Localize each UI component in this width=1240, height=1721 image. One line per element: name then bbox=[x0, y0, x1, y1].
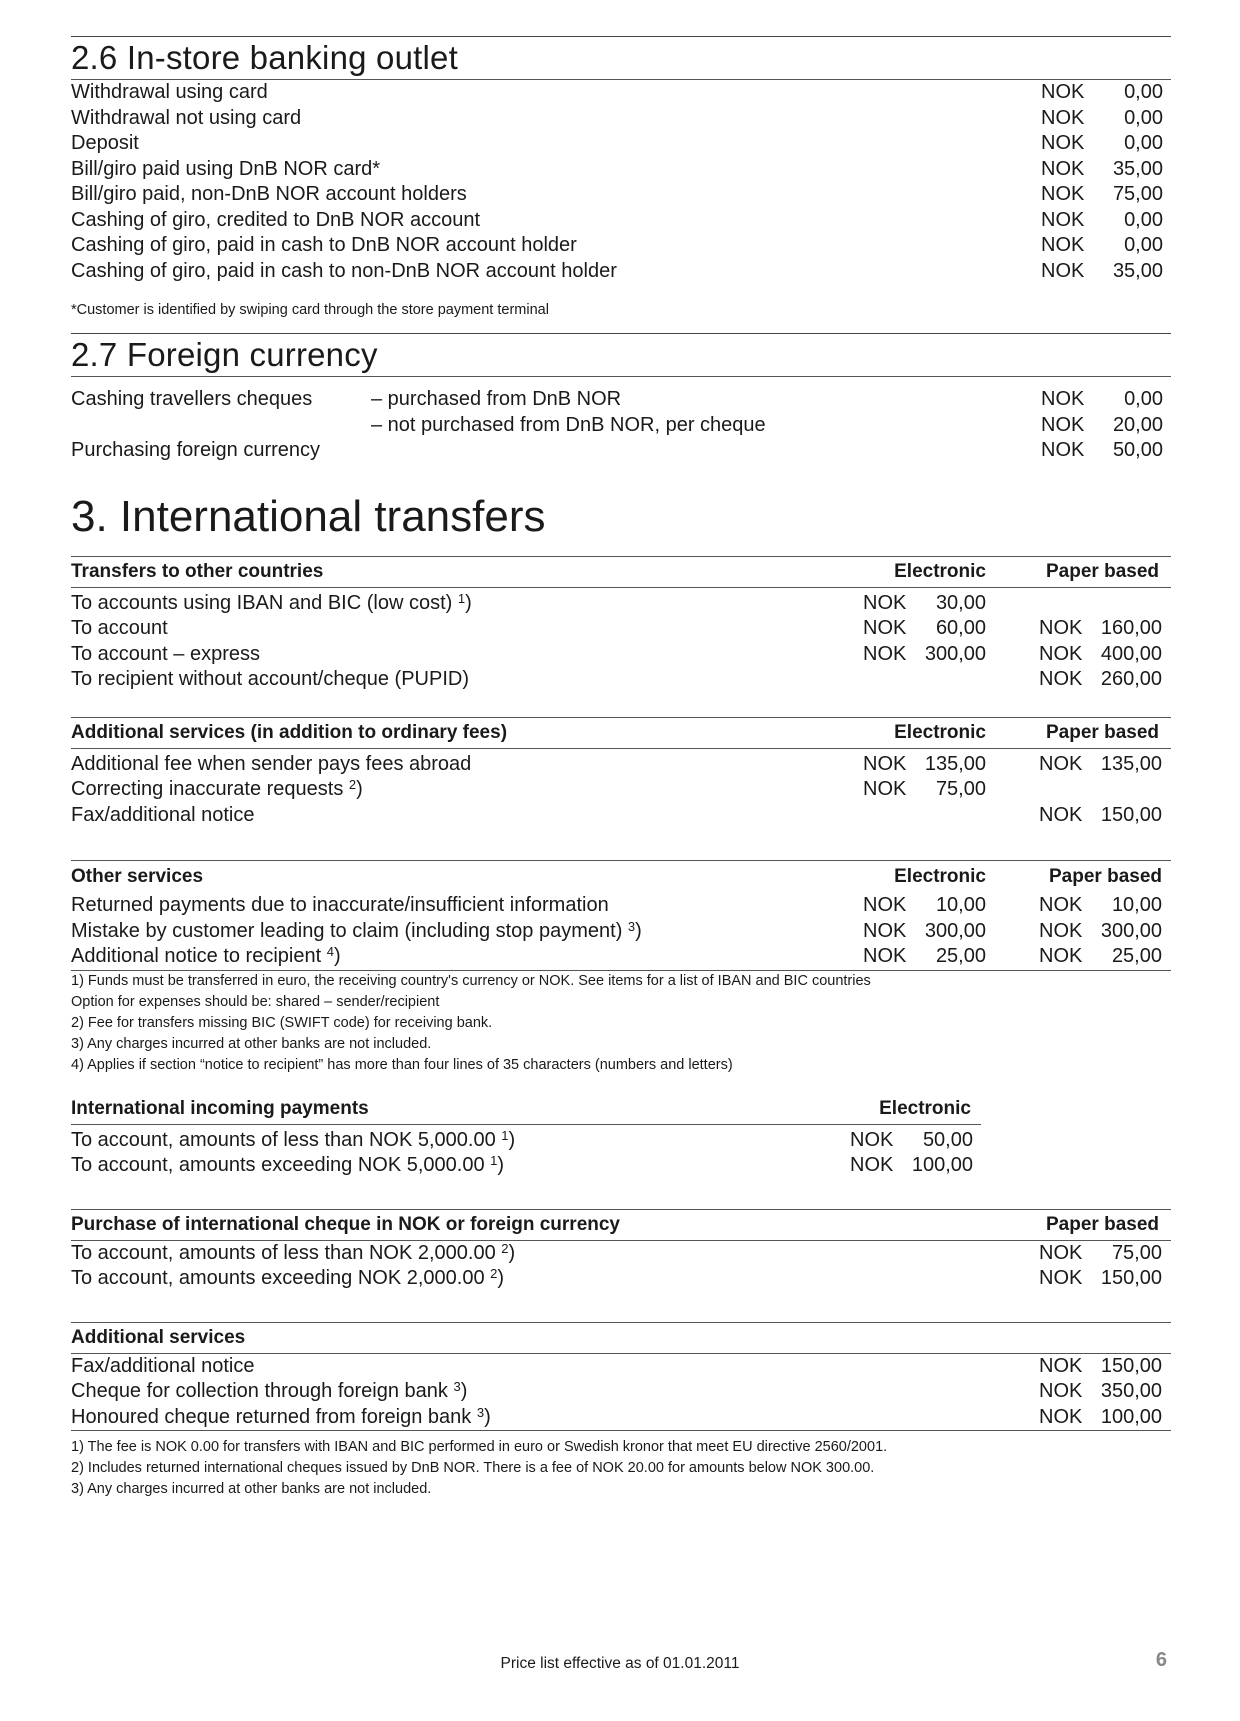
table-title: Other services bbox=[71, 866, 204, 887]
amount: 150,00 bbox=[1100, 1267, 1162, 1289]
paper-cell bbox=[986, 752, 1171, 778]
row-label-text: Mistake by customer leading to claim (including stop payment) bbox=[71, 919, 623, 942]
electronic-cell bbox=[838, 1128, 981, 1154]
fee-label: Purchasing foreign currency bbox=[71, 439, 321, 461]
table-row bbox=[71, 591, 1171, 617]
electronic-cell bbox=[851, 667, 986, 693]
amount: 75,00 bbox=[935, 778, 986, 800]
amount: 75,00 bbox=[1112, 183, 1163, 205]
fee-sublabel: – purchased from DnB NOR bbox=[371, 388, 622, 410]
currency: NOK bbox=[850, 1154, 894, 1176]
table-row bbox=[71, 667, 1171, 693]
foreign-currency-list bbox=[71, 387, 1171, 464]
amount bbox=[1084, 777, 1162, 803]
fee-row bbox=[71, 80, 1163, 106]
amount: 0,00 bbox=[1124, 132, 1163, 154]
amount: 350,00 bbox=[1100, 1380, 1162, 1402]
row-label: Fax/additional notice bbox=[71, 803, 255, 826]
fee-label: Withdrawal not using card bbox=[71, 106, 302, 129]
paper-cell bbox=[986, 919, 1171, 945]
column-electronic: Electronic bbox=[879, 1097, 971, 1119]
additional-services-table bbox=[71, 752, 1171, 829]
column-paper: Paper based bbox=[1046, 560, 1159, 582]
row-label: Cheque for collection through foreign bank $^3$) bbox=[71, 1379, 468, 1402]
table-header bbox=[71, 718, 1171, 748]
fee-row bbox=[71, 208, 1163, 234]
electronic-cell bbox=[851, 777, 986, 803]
footnote-ref: 1 bbox=[501, 1127, 509, 1143]
row-label-text: To account, amounts of less than NOK 5,000.00 bbox=[71, 1128, 496, 1151]
currency: NOK bbox=[1041, 439, 1085, 461]
fee-label: Withdrawal using card bbox=[71, 81, 268, 103]
paper-cell bbox=[986, 944, 1171, 970]
fee-row bbox=[71, 182, 1163, 208]
currency: NOK bbox=[1039, 642, 1083, 665]
table-row bbox=[71, 1266, 1171, 1292]
table-row bbox=[71, 1241, 1171, 1267]
cheque-purchase-table bbox=[71, 1241, 1171, 1292]
amount: 135,00 bbox=[1100, 752, 1162, 775]
electronic-cell bbox=[851, 803, 986, 829]
paper-cell bbox=[986, 667, 1171, 693]
fee-row bbox=[71, 413, 1163, 439]
fee-label: Deposit bbox=[71, 132, 139, 154]
footnote-ref: 1 bbox=[457, 590, 466, 606]
currency: NOK bbox=[1041, 208, 1085, 231]
footnote: 2) Includes returned international cheques issued by DnB NOR. There is a fee of NOK 20.00 for amounts below NOK 300.00. bbox=[71, 1460, 875, 1476]
table-row bbox=[71, 1354, 1171, 1380]
footnote-ref: 2 bbox=[501, 1240, 509, 1256]
paper-cell bbox=[986, 1405, 1171, 1431]
footnotes bbox=[71, 1437, 1171, 1500]
fee-label: Cashing of giro, paid in cash to DnB NOR account holder bbox=[71, 234, 577, 256]
paper-cell bbox=[986, 1354, 1171, 1380]
amount bbox=[908, 803, 986, 829]
currency: NOK bbox=[863, 894, 907, 916]
table-title: Purchase of international cheque in NOK or foreign currency bbox=[71, 1213, 620, 1235]
currency: NOK bbox=[1039, 1241, 1083, 1264]
electronic-cell bbox=[851, 944, 986, 970]
section-divider bbox=[71, 376, 1171, 377]
row-label: Mistake by customer leading to claim (including stop payment) $^3$) bbox=[71, 918, 642, 942]
page-footer: Price list effective as of 01.01.2011 bbox=[500, 1655, 740, 1672]
footnote: *Customer is identified by swiping card through the store payment terminal bbox=[71, 302, 549, 318]
table-row bbox=[71, 919, 1171, 945]
table-rule bbox=[71, 1430, 1171, 1431]
currency: NOK bbox=[1041, 388, 1085, 410]
currency: NOK bbox=[1039, 894, 1083, 916]
currency: NOK bbox=[1039, 668, 1083, 690]
fee-label: Bill/giro paid using DnB NOR card* bbox=[71, 157, 381, 180]
currency: NOK bbox=[1041, 413, 1085, 436]
row-label: Correcting inaccurate requests $^2$) bbox=[71, 777, 363, 800]
currency: NOK bbox=[1039, 803, 1083, 826]
column-paper: Paper based bbox=[1046, 721, 1159, 743]
amount: 30,00 bbox=[935, 591, 986, 614]
row-label: Returned payments due to inaccurate/insufficient information bbox=[71, 894, 609, 916]
fee-sublabel bbox=[371, 438, 1041, 464]
table-row bbox=[71, 1379, 1171, 1405]
currency: NOK bbox=[1039, 617, 1083, 639]
row-label-text: To account, amounts exceeding NOK 5,000.00 bbox=[71, 1154, 485, 1176]
table-row bbox=[71, 944, 1171, 970]
table-row bbox=[71, 752, 1171, 778]
currency: NOK bbox=[1041, 132, 1085, 154]
currency: NOK bbox=[1041, 157, 1085, 180]
amount: 0,00 bbox=[1124, 106, 1163, 129]
currency: NOK bbox=[1039, 945, 1083, 967]
electronic-cell bbox=[838, 1153, 981, 1179]
table-header bbox=[71, 1210, 1171, 1240]
currency: NOK bbox=[863, 752, 907, 775]
paper-cell bbox=[986, 642, 1171, 668]
table-row bbox=[71, 803, 1171, 829]
footnote: 2) Fee for transfers missing BIC (SWIFT code) for receiving bank. bbox=[71, 1014, 493, 1031]
fee-row bbox=[71, 387, 1163, 413]
currency: NOK bbox=[1041, 183, 1085, 205]
amount: 25,00 bbox=[1111, 945, 1162, 967]
footnote: 4) Applies if section “notice to recipient” has more than four lines of 35 characters (numbers and letters) bbox=[71, 1056, 733, 1073]
fee-label: Cashing travellers cheques bbox=[71, 388, 313, 410]
electronic-cell bbox=[851, 616, 986, 642]
amount: 25,00 bbox=[935, 945, 986, 967]
amount: 0,00 bbox=[1124, 234, 1163, 256]
row-label: To account – express bbox=[71, 642, 260, 665]
currency: NOK bbox=[1041, 106, 1085, 129]
fee-row bbox=[71, 131, 1163, 157]
fee-row bbox=[71, 233, 1163, 259]
row-label: To account, amounts of less than NOK 2,000.00 $^2$) bbox=[71, 1240, 516, 1264]
transfers-table bbox=[71, 591, 1171, 693]
table-row bbox=[71, 616, 1171, 642]
row-label: Fax/additional notice bbox=[71, 1354, 255, 1377]
amount: 50,00 bbox=[1112, 439, 1163, 461]
amount: 135,00 bbox=[924, 752, 986, 775]
currency: NOK bbox=[1039, 1380, 1083, 1402]
row-label: To account, amounts exceeding NOK 5,000.00 $^1$) bbox=[71, 1153, 505, 1176]
electronic-cell bbox=[851, 919, 986, 945]
footnote-ref: 4 bbox=[326, 944, 334, 959]
currency: NOK bbox=[863, 642, 907, 665]
footnote-ref: 1 bbox=[490, 1153, 498, 1168]
fee-row bbox=[71, 438, 1163, 464]
currency: NOK bbox=[863, 778, 907, 800]
row-label: Honoured cheque returned from foreign bank $^3$) bbox=[71, 1404, 491, 1428]
column-paper: Paper based bbox=[1046, 1213, 1159, 1235]
row-label-text: To account, amounts of less than NOK 2,000.00 bbox=[71, 1241, 496, 1264]
table-rule bbox=[71, 1124, 981, 1125]
footnotes bbox=[71, 971, 1171, 1076]
footnote: Option for expenses should be: shared – sender/recipient bbox=[71, 993, 440, 1010]
currency: NOK bbox=[1041, 234, 1085, 256]
footnote-ref: 2 bbox=[490, 1266, 498, 1281]
footnote: 1) The fee is NOK 0.00 for transfers with IBAN and BIC performed in euro or Swedish kronor that meet EU directive 2560/2001. bbox=[71, 1439, 888, 1455]
fee-row bbox=[71, 106, 1163, 132]
table-row bbox=[71, 1153, 981, 1179]
cheque-services-table bbox=[71, 1354, 1171, 1431]
paper-cell bbox=[986, 1241, 1171, 1267]
amount: 35,00 bbox=[1112, 157, 1163, 180]
paper-cell bbox=[986, 616, 1171, 642]
table-header bbox=[71, 557, 1171, 587]
footnote-ref: 2 bbox=[348, 777, 357, 792]
amount: 160,00 bbox=[1100, 617, 1162, 639]
amount: 35,00 bbox=[1112, 259, 1163, 282]
currency: NOK bbox=[1039, 919, 1083, 942]
amount: 10,00 bbox=[935, 894, 986, 916]
amount: 400,00 bbox=[1100, 642, 1162, 665]
page-number: 6 bbox=[1155, 1649, 1167, 1671]
section-title-2-7: 2.7 Foreign currency bbox=[71, 336, 378, 373]
electronic-cell bbox=[851, 752, 986, 778]
price-list-page bbox=[71, 36, 1171, 1500]
currency bbox=[863, 803, 908, 829]
other-services-table bbox=[71, 893, 1171, 970]
column-electronic: Electronic bbox=[894, 721, 986, 743]
currency: NOK bbox=[1039, 1354, 1083, 1377]
paper-cell bbox=[986, 591, 1171, 617]
fee-label: Cashing of giro, credited to DnB NOR account bbox=[71, 208, 481, 231]
currency: NOK bbox=[1041, 81, 1085, 103]
paper-cell bbox=[986, 893, 1171, 919]
amount: 20,00 bbox=[1112, 413, 1163, 436]
amount: 260,00 bbox=[1100, 668, 1162, 690]
row-label: To accounts using IBAN and BIC (low cost) $^1$) bbox=[71, 590, 472, 614]
table-row bbox=[71, 893, 1171, 919]
row-label: To account bbox=[71, 617, 168, 639]
amount: 300,00 bbox=[1100, 919, 1162, 942]
paper-cell bbox=[986, 803, 1171, 829]
section-title-3: 3. International transfers bbox=[71, 491, 546, 541]
currency bbox=[1039, 591, 1084, 617]
paper-cell bbox=[986, 777, 1171, 803]
fee-row bbox=[71, 259, 1163, 285]
footnote: 1) Funds must be transferred in euro, the receiving country's currency or NOK. See items for a list of IBAN and BIC countries bbox=[71, 972, 871, 989]
currency: NOK bbox=[863, 617, 907, 639]
in-store-fee-list bbox=[71, 80, 1171, 284]
amount: 150,00 bbox=[1100, 803, 1162, 826]
row-label: To account, amounts of less than NOK 5,000.00 $^1$) bbox=[71, 1127, 516, 1151]
footnote-ref: 3 bbox=[476, 1404, 485, 1420]
table-row bbox=[71, 1405, 1171, 1431]
row-label-text: Correcting inaccurate requests bbox=[71, 778, 344, 800]
table-header bbox=[71, 1323, 1171, 1353]
row-label: To recipient without account/cheque (PUPID) bbox=[71, 668, 469, 690]
fee-label: Bill/giro paid, non-DnB NOR account holders bbox=[71, 183, 467, 205]
amount: 0,00 bbox=[1124, 81, 1163, 103]
amount: 300,00 bbox=[924, 919, 986, 942]
table-title: Additional services bbox=[71, 1326, 246, 1348]
fee-label bbox=[71, 413, 371, 439]
amount: 10,00 bbox=[1111, 894, 1162, 916]
row-label-text: To accounts using IBAN and BIC (low cost) bbox=[71, 591, 453, 614]
currency: NOK bbox=[863, 591, 907, 614]
table-rule bbox=[71, 748, 1171, 749]
currency bbox=[863, 667, 908, 693]
fee-row bbox=[71, 157, 1163, 183]
currency: NOK bbox=[1039, 1405, 1083, 1428]
electronic-cell bbox=[851, 591, 986, 617]
amount: 75,00 bbox=[1111, 1241, 1162, 1264]
electronic-cell bbox=[851, 642, 986, 668]
table-title: Additional services (in addition to ordinary fees) bbox=[71, 721, 508, 743]
amount: 60,00 bbox=[935, 617, 986, 639]
amount: 50,00 bbox=[922, 1128, 973, 1151]
currency: NOK bbox=[863, 919, 907, 942]
table-title: Transfers to other countries bbox=[71, 560, 324, 582]
table-header bbox=[71, 1094, 981, 1124]
column-paper: Paper based bbox=[1049, 866, 1162, 887]
row-label-text: Cheque for collection through foreign bank bbox=[71, 1380, 448, 1402]
amount: 0,00 bbox=[1124, 208, 1163, 231]
amount: 100,00 bbox=[911, 1154, 973, 1176]
table-row bbox=[71, 642, 1171, 668]
footnote: 3) Any charges incurred at other banks are not included. bbox=[71, 1035, 432, 1052]
footnote-ref: 3 bbox=[627, 918, 636, 934]
row-label: Additional fee when sender pays fees abroad bbox=[71, 752, 472, 775]
currency: NOK bbox=[1041, 259, 1085, 282]
electronic-cell bbox=[851, 893, 986, 919]
paper-cell bbox=[986, 1266, 1171, 1292]
row-label: To account, amounts exceeding NOK 2,000.00 $^2$) bbox=[71, 1266, 505, 1289]
incoming-payments-table bbox=[71, 1094, 981, 1179]
table-header bbox=[71, 861, 1171, 893]
currency: NOK bbox=[1039, 752, 1083, 775]
amount: 0,00 bbox=[1124, 388, 1163, 410]
currency: NOK bbox=[863, 945, 907, 967]
currency: NOK bbox=[850, 1128, 894, 1151]
currency: NOK bbox=[1039, 1267, 1083, 1289]
section-title-2-6: 2.6 In-store banking outlet bbox=[71, 39, 458, 76]
row-label-text: Additional notice to recipient bbox=[71, 945, 322, 967]
row-label-text: Honoured cheque returned from foreign bank bbox=[71, 1405, 472, 1428]
row-label-text: To account, amounts exceeding NOK 2,000.00 bbox=[71, 1267, 485, 1289]
column-electronic: Electronic bbox=[894, 866, 986, 887]
table-row bbox=[71, 777, 1171, 803]
table-row bbox=[71, 1128, 981, 1154]
row-label: Additional notice to recipient $^4$) bbox=[71, 944, 341, 967]
table-rule bbox=[71, 587, 1171, 588]
table-title: International incoming payments bbox=[71, 1097, 369, 1119]
footnote: 3) Any charges incurred at other banks are not included. bbox=[71, 1481, 432, 1497]
fee-sublabel: – not purchased from DnB NOR, per cheque bbox=[371, 413, 766, 436]
amount bbox=[1084, 591, 1162, 617]
amount bbox=[908, 667, 986, 693]
amount: 300,00 bbox=[924, 642, 986, 665]
currency bbox=[1039, 777, 1084, 803]
amount: 100,00 bbox=[1100, 1405, 1162, 1428]
footnote-ref: 3 bbox=[453, 1379, 461, 1394]
fee-label: Cashing of giro, paid in cash to non-DnB NOR account holder bbox=[71, 259, 617, 282]
amount: 150,00 bbox=[1100, 1354, 1162, 1377]
paper-cell bbox=[986, 1379, 1171, 1405]
column-electronic: Electronic bbox=[894, 560, 986, 582]
